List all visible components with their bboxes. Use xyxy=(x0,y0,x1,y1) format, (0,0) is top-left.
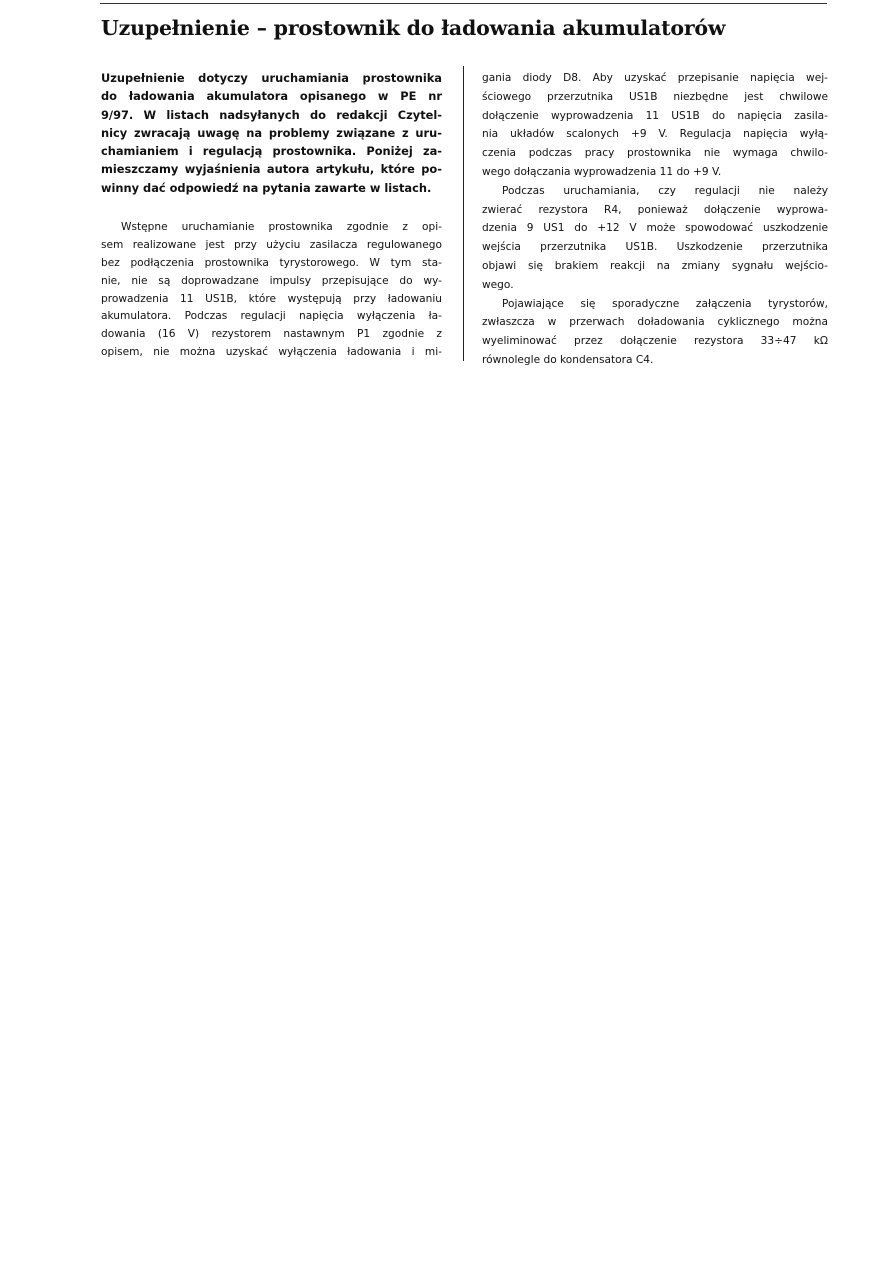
body-line: nia układów scalonych +9 V. Regulacja napięcia wyłą- xyxy=(482,128,828,141)
lead-line: winny dać odpowiedź na pytania zawarte w listach. xyxy=(101,180,432,195)
body-line: wego dołączania wyprowadzenia 11 do +9 V. xyxy=(482,165,722,178)
body-line: dołączenie wyprowadzenia 11 US1B do napięcia zasila- xyxy=(482,109,828,122)
body-line: akumulatora. Podczas regulacji napięcia wyłączenia ła- xyxy=(101,310,442,323)
body-line: wego. xyxy=(482,278,514,291)
body-line: opisem, nie można uzyskać wyłączenia ładowania i mi- xyxy=(101,346,442,359)
body-line: sem realizowane jest przy użyciu zasilacza regulowanego xyxy=(101,238,442,251)
header-rule xyxy=(100,3,827,4)
body-line: Podczas uruchamiania, czy regulacji nie należy xyxy=(502,184,828,197)
body-line: nie, nie są doprowadzane impulsy przepisujące do wy- xyxy=(101,274,442,287)
body-line: Pojawiające się sporadyczne załączenia tyrystorów, xyxy=(502,297,828,310)
body-line: równolegle do kondensatora C4. xyxy=(482,353,654,366)
body-line: Wstępne uruchamianie prostownika zgodnie z opi- xyxy=(121,221,442,233)
lead-paragraph xyxy=(101,69,442,197)
body-line: dowania (16 V) rezystorem nastawnym P1 zgodnie z xyxy=(101,328,442,341)
body-line: prowadzenia 11 US1B, które występują przy ładowaniu xyxy=(101,292,442,305)
body-line: gania diody D8. Aby uzyskać przepisanie napięcia wej- xyxy=(482,72,828,84)
body-line: ściowego przerzutnika US1B niezbędne jest chwilowe xyxy=(482,90,828,103)
body-line: zwierać rezystora R4, ponieważ dołączenie wyprowa- xyxy=(482,203,828,216)
lead-line: do ładowania akumulatora opisanego w PE nr xyxy=(101,89,442,104)
body-line: wejścia przerzutnika US1B. Uszkodzenie przerzutnika xyxy=(482,241,828,254)
body-line: objawi się brakiem reakcji na zmiany sygnału wejścio- xyxy=(482,259,828,272)
lead-line: 9/97. W listach nadsyłanych do redakcji Czytel- xyxy=(101,107,442,122)
lead-line: chamianiem i regulacją prostownika. Poniżej za- xyxy=(101,144,442,159)
body-line: zwłaszcza w przerwach doładowania cyklicznego można xyxy=(482,316,828,329)
article-title: Uzupełnienie – prostownik do ładowania akumulatorów xyxy=(101,16,726,40)
body-line: wyeliminować przez dołączenie rezystora 33÷47 kΩ xyxy=(482,335,828,348)
body-line: dzenia 9 US1 do +12 V może spowodować uszkodzenie xyxy=(482,222,828,235)
right-column-body xyxy=(482,69,828,370)
body-line: czenia podczas pracy prostownika nie wymaga chwilo- xyxy=(482,147,828,160)
body-line: bez podłączenia prostownika tyrystorowego. W tym sta- xyxy=(101,256,442,269)
lead-line: mieszczamy wyjaśnienia autora artykułu, które po- xyxy=(101,162,442,177)
column-divider xyxy=(463,66,464,361)
lead-line: Uzupełnienie dotyczy uruchamiania prostownika xyxy=(101,71,442,85)
left-column-body xyxy=(101,219,442,362)
lead-line: nicy zwracają uwagę na problemy związane z uru- xyxy=(101,125,442,140)
